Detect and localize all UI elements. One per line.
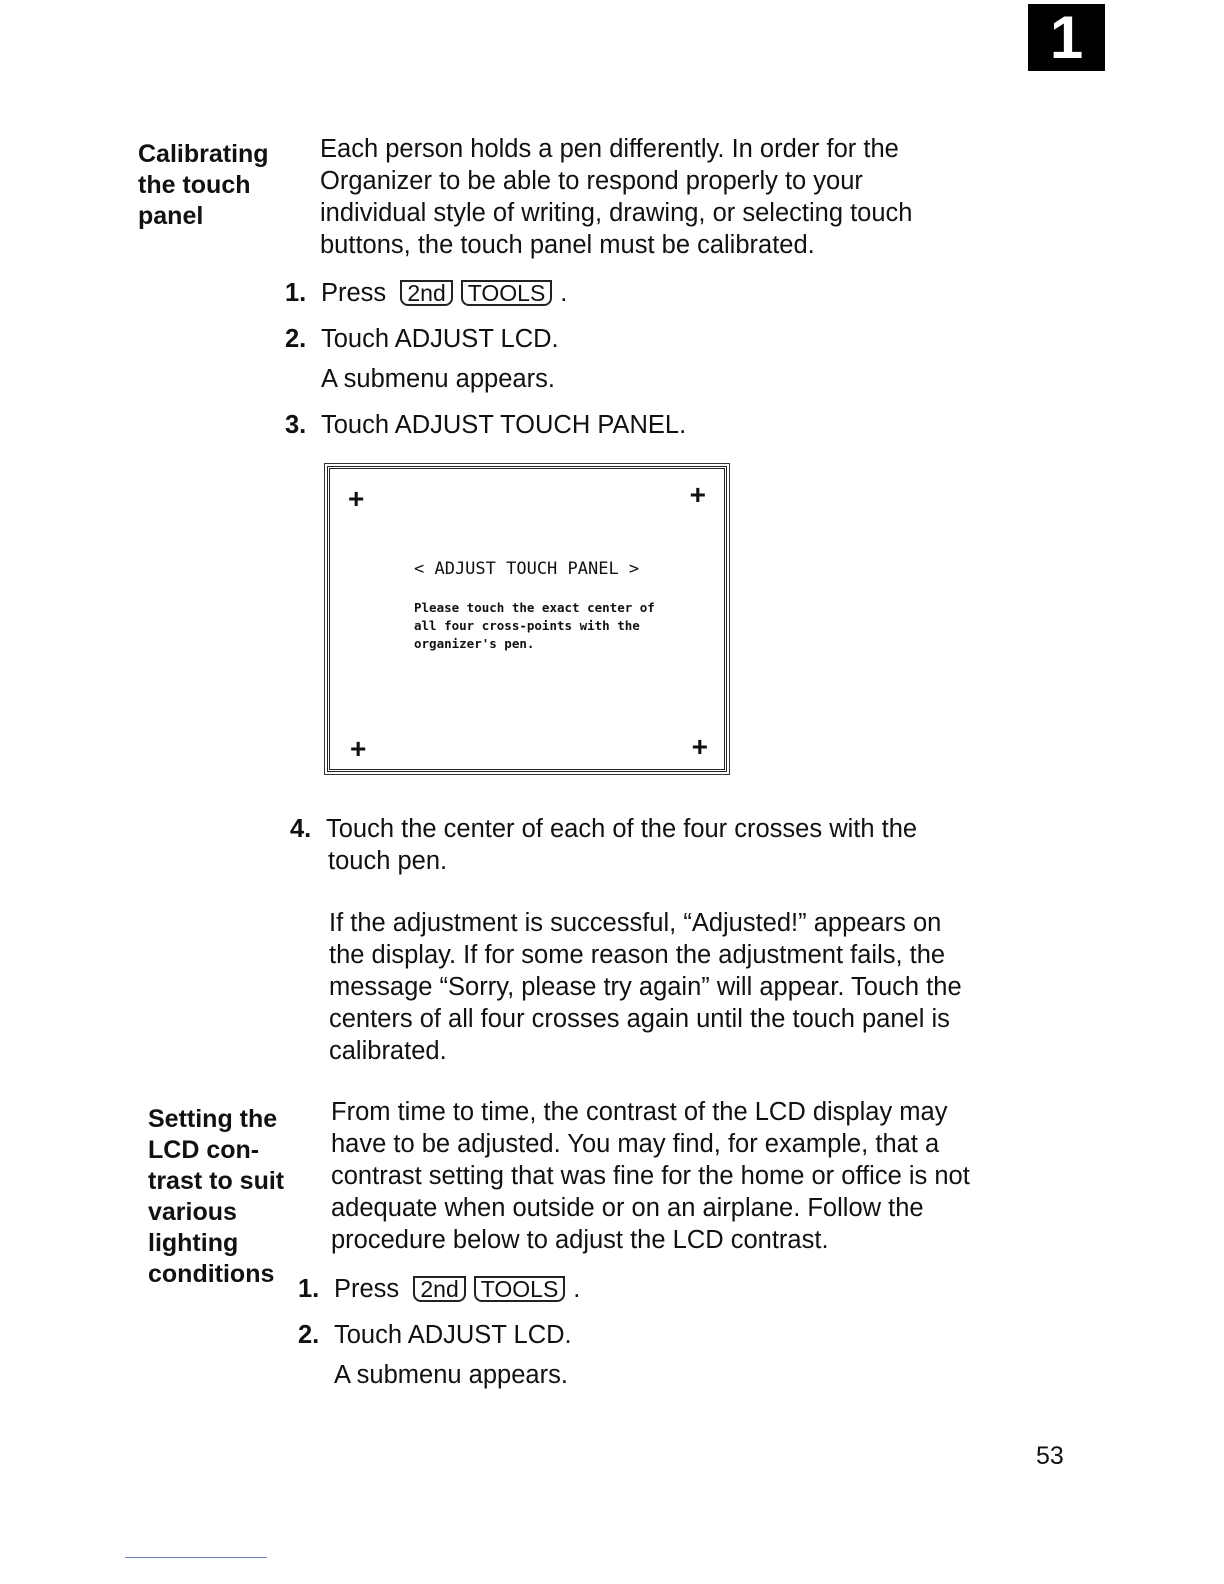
text-line: contrast setting that was fine for the home or office is not [331,1162,970,1190]
contrast-step-1 [298,1273,580,1305]
screen-title: < ADJUST TOUCH PANEL > [414,559,640,579]
step-suffix: . [573,1275,581,1303]
step-2 [285,323,559,395]
step-number: 4. [290,815,312,843]
crosshair-icon: + [689,479,706,510]
heading-line: Calibrating [138,140,269,168]
crosshair-icon: + [691,731,708,762]
text-line: If the adjustment is successful, “Adjusted!” appears on [329,909,942,937]
heading-line: panel [138,202,204,230]
step-text: Press [321,279,387,307]
text-line: individual style of writing, drawing, or selecting touch [320,199,913,227]
key-tools: TOOLS [461,280,553,306]
step-number: 2. [285,325,307,353]
step-text: touch pen. [328,847,448,875]
text-line: the display. If for some reason the adjustment fails, the [329,941,946,969]
text-line: calibrated. [329,1037,447,1065]
step-note: A submenu appears. [334,1361,568,1389]
step-text: Touch ADJUST TOUCH PANEL. [321,411,687,439]
text-line: Organizer to be able to respond properly to your [320,167,863,195]
key-tools: TOOLS [474,1276,566,1302]
heading-line: Setting the [148,1105,278,1133]
heading-line: lighting [148,1229,239,1257]
step-1 [285,277,567,309]
lcd-screen-illustration [327,466,727,772]
step-4 [290,813,917,877]
step-suffix: . [560,279,568,307]
text-line: From time to time, the contrast of the LCD display may [331,1098,948,1126]
text-line: adequate when outside or on an airplane. Follow the [331,1194,924,1222]
contrast-step-2 [298,1319,572,1391]
heading-line: various [148,1198,237,1226]
heading-line: conditions [148,1260,275,1288]
step-note: A submenu appears. [321,365,555,393]
heading-line: LCD con- [148,1136,260,1164]
section-heading-lcd-contrast [148,1104,284,1290]
calibration-result [329,907,962,1067]
screen-message: Please touch the exact center of all four cross-points with the organizer's pen. [414,600,655,651]
crosshair-icon: + [350,733,367,764]
step-number: 3. [285,411,307,439]
step-3 [285,409,686,441]
footer-rule [125,1557,267,1558]
text-line: message “Sorry, please try again” will appear. Touch the [329,973,962,1001]
step-text: Press [334,1275,400,1303]
section-heading-calibrating [138,139,269,232]
heading-line: the touch [138,171,251,199]
step-number: 1. [285,279,307,307]
step-number: 2. [298,1321,320,1349]
step-text: Touch the center of each of the four crosses with the [326,815,918,843]
text-line: have to be adjusted. You may find, for example, that a [331,1130,940,1158]
heading-line: trast to suit [148,1167,285,1195]
crosshair-icon: + [348,483,365,514]
step-text: Touch ADJUST LCD. [321,325,559,353]
step-text: Touch ADJUST LCD. [334,1321,572,1349]
calibration-intro [320,133,912,261]
key-2nd: 2nd [413,1276,465,1302]
key-2nd: 2nd [400,280,452,306]
text-line: procedure below to adjust the LCD contrast. [331,1226,829,1254]
chapter-tab: 1 [1028,4,1105,71]
text-line: centers of all four crosses again until the touch panel is [329,1005,950,1033]
page-number: 53 [1036,1442,1064,1470]
text-line: buttons, the touch panel must be calibrated. [320,231,815,259]
step-number: 1. [298,1275,320,1303]
contrast-intro [331,1096,970,1256]
text-line: Each person holds a pen differently. In order for the [320,135,899,163]
